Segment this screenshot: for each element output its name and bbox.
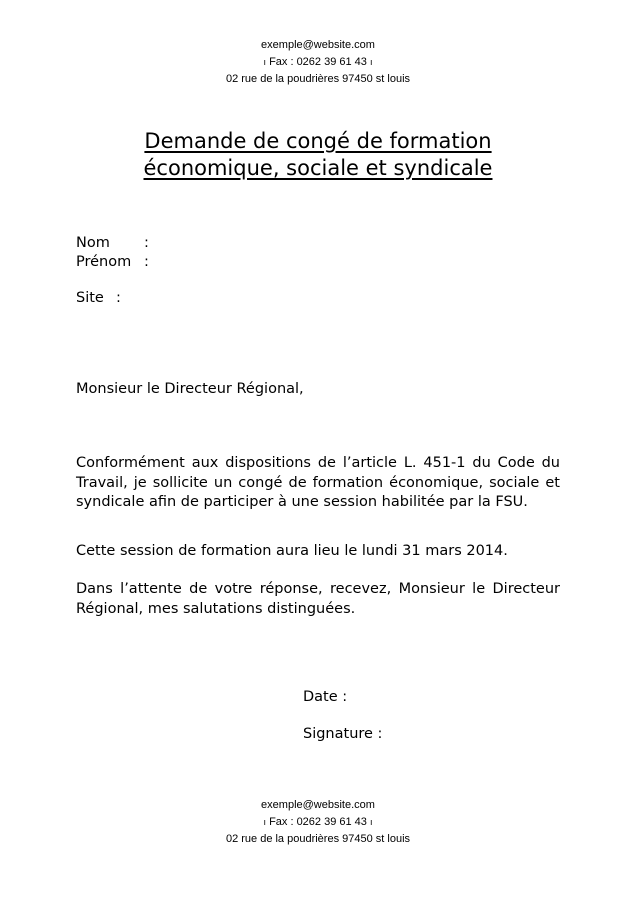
footer-separator-left: ı <box>263 817 266 827</box>
footer-separator-right: ı <box>369 817 373 827</box>
field-prenom-label: Prénom <box>76 254 132 270</box>
header-fax: Fax : 0262 39 61 43 <box>269 56 367 68</box>
body-paragraph-1: Conformément aux dispositions de l’article L. 451-1 du Code du Travail, je sollicite un congé de formation économique, sociale et syndicale afin de participer à une session habilitée par la FSU. <box>76 455 560 510</box>
salutation: Monsieur le Directeur Régional, <box>76 381 304 397</box>
header-address: 02 rue de la poudrières 97450 st louis <box>225 73 411 85</box>
header-separator-left: ı <box>263 57 266 67</box>
field-nom <box>76 234 149 253</box>
body-paragraph-3: Dans l’attente de votre réponse, recevez, Monsieur le Directeur Régional, mes salutations distinguées. <box>76 581 560 617</box>
signature-label: Signature : <box>303 726 383 742</box>
footer-fax-line <box>0 814 636 831</box>
title-line-1: Demande de congé de formation <box>144 129 492 153</box>
footer-email: exemple@website.com <box>261 799 375 811</box>
field-site-colon: : <box>116 290 121 306</box>
footer-fax: Fax : 0262 39 61 43 <box>269 816 367 828</box>
document-title <box>0 128 636 182</box>
field-nom-label: Nom <box>76 235 110 251</box>
footer <box>0 797 636 848</box>
header-separator-right: ı <box>369 57 373 67</box>
field-nom-colon: : <box>144 235 149 251</box>
footer-address: 02 rue de la poudrières 97450 st louis <box>225 833 411 845</box>
field-site-label: Site <box>76 290 104 306</box>
field-site <box>76 289 121 308</box>
body-paragraph-2: Cette session de formation aura lieu le lundi 31 mars 2014. <box>76 543 508 559</box>
letterhead <box>0 37 636 88</box>
header-email: exemple@website.com <box>261 39 375 51</box>
date-label: Date : <box>303 689 348 705</box>
header-fax-line <box>0 54 636 71</box>
field-prenom-colon: : <box>144 254 149 270</box>
field-prenom <box>76 253 149 272</box>
title-line-2: économique, sociale et syndicale <box>143 156 493 180</box>
